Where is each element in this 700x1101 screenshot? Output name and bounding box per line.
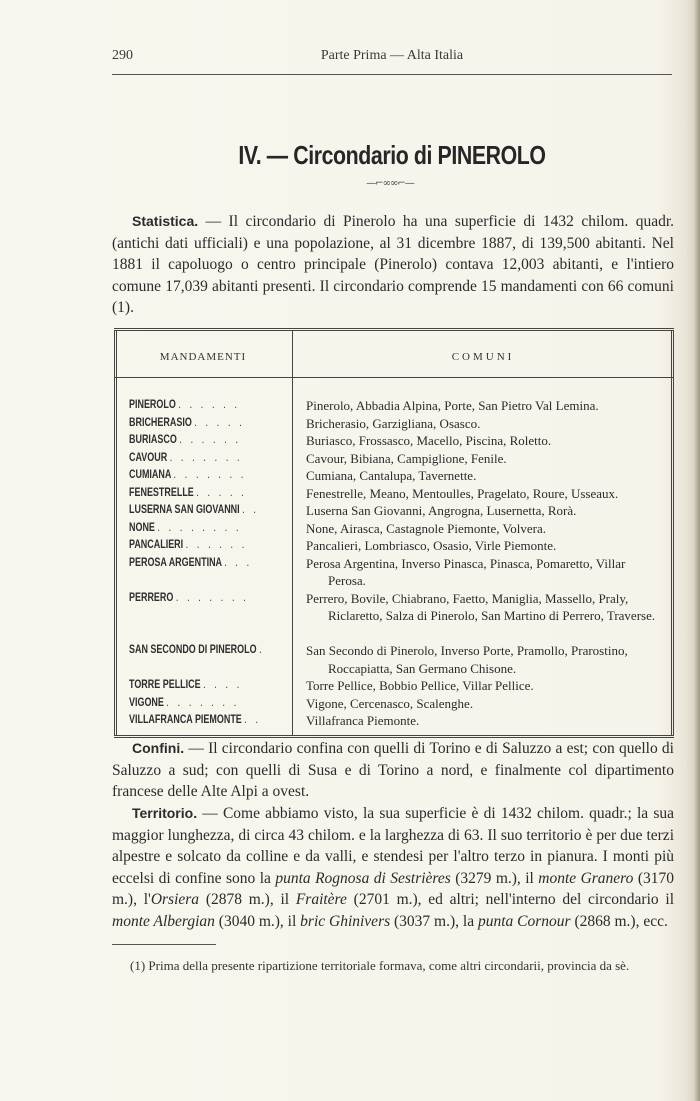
page-edge xyxy=(694,0,700,1101)
mandamento-label: SAN SECONDO DI PINEROLO xyxy=(129,644,257,656)
territorio-text: (2701 m.), ed altri; nell'interno del circondario il xyxy=(346,891,674,908)
comuni-text: San Secondo di Pinerolo, Inverso Porte, Pramollo, Prarostino, xyxy=(306,643,628,658)
comuni-text: Cumiana, Cantalupa, Tavernette. xyxy=(306,468,477,483)
mandamento-label: PANCALIERI xyxy=(129,539,184,551)
running-header xyxy=(112,48,672,68)
header-rule xyxy=(112,74,672,75)
table-column-divider xyxy=(292,331,293,735)
comuni-list xyxy=(306,415,662,433)
comuni-text: Vigone, Cercenasco, Scalenghe. xyxy=(306,695,474,711)
peak-name: monte Granero xyxy=(538,869,634,887)
comuni-list xyxy=(306,555,662,590)
leader-dots: . . xyxy=(244,714,262,726)
mandamento-label: NONE xyxy=(129,521,155,534)
comuni-continuation: Perosa. xyxy=(328,573,366,588)
mandamento-name xyxy=(129,695,254,713)
mandamento-label: PINEROLO xyxy=(129,399,176,411)
running-title: Parte Prima — Alta Italia xyxy=(320,48,464,63)
mandamento-name xyxy=(129,537,254,555)
statistica-text: — Il circondario di Pinerolo ha una superficie di 1432 chilom. quadr. (antichi dati ufficiali) e una popolazione, al 31 dicembre 1887, di 139,500 abitanti. Nel 1881 il capoluogo o centro principale (Pinerolo) contava 12,003 abitanti, e l'intiero comune 17,039 abitanti presenti. Il circondario comprende 15 mandamenti con 66 comuni (1). xyxy=(112,213,674,316)
leader-dots: . . . . . . . . xyxy=(157,521,242,534)
comuni-list xyxy=(306,677,662,695)
leader-dots: . . . . . xyxy=(194,416,245,429)
comuni-text: Perrero, Bovile, Chiabrano, Faetto, Maniglia, Massello, Praly, xyxy=(306,590,629,606)
territorio-lead: Territorio. xyxy=(132,805,198,821)
mandamento-label: FENESTRELLE xyxy=(129,486,194,499)
comuni-text: Luserna San Giovanni, Angrogna, Lusernetta, Rorà. xyxy=(306,503,577,518)
mandamento-label: VIGONE xyxy=(129,696,164,709)
comuni-list xyxy=(306,485,662,503)
mandamento-label: BURIASCO xyxy=(129,434,177,446)
territorio-text: (3040 m.), il xyxy=(214,912,301,930)
mandamento-name xyxy=(129,502,259,520)
comuni-list xyxy=(306,642,662,677)
statistica-lead: Statistica. xyxy=(132,213,199,229)
mandamenti-table xyxy=(114,328,674,738)
column-header-comuni: COMUNI xyxy=(451,351,515,363)
comuni-text: Villafranca Piemonte. xyxy=(306,713,420,728)
mandamento-name xyxy=(129,520,254,538)
mandamento-name xyxy=(129,485,254,503)
comuni-list xyxy=(306,520,662,538)
mandamento-label: CUMIANA xyxy=(129,469,172,481)
leader-dots: . . . . . . . xyxy=(166,696,240,709)
confini-lead: Confini. xyxy=(132,740,185,756)
peak-name: Orsiera xyxy=(150,891,200,908)
mandamento-label: BRICHERASIO xyxy=(129,416,192,429)
territorio-text: (2878 m.), il xyxy=(199,891,296,908)
mandamento-name xyxy=(129,397,254,415)
peak-name: monte Albergian xyxy=(112,912,215,930)
comuni-list xyxy=(306,467,662,485)
comuni-list xyxy=(306,712,662,730)
statistica-paragraph xyxy=(112,211,674,319)
confini-paragraph xyxy=(112,738,674,803)
territorio-text: (3170 m.), l' xyxy=(112,869,674,908)
peak-name: punta Rognosa di Sestrières xyxy=(275,869,451,887)
territorio-text: (3279 m.), il xyxy=(450,869,539,887)
territorio-text: — Come abbiamo visto, la sua superficie è di 1432 chilom. quadr.; la sua maggior lunghezza, di circa 43 chilom. e la larghezza di 63. Il suo territorio è per due terzi alpestre e solcato da colline e da valli, e stendesi per l'altro terzo in pianura. I monti più eccelsi di confine sono la xyxy=(112,805,674,887)
territorio-text: (2868 m.), ecc. xyxy=(570,912,668,930)
comuni-list xyxy=(306,432,662,450)
comuni-list xyxy=(306,590,662,625)
mandamento-name xyxy=(129,590,254,608)
mandamento-label: LUSERNA SAN GIOVANNI xyxy=(129,504,240,516)
footnote: (1) Prima della presente ripartizione territoriale formava, come altri circondarii, provincia da sè. xyxy=(130,958,630,973)
mandamento-label: PERRERO xyxy=(129,591,174,604)
comuni-text: None, Airasca, Castagnole Piemonte, Volvera. xyxy=(306,520,546,536)
column-header-mandamenti: MANDAMENTI xyxy=(159,351,247,363)
comuni-list xyxy=(306,695,662,713)
mandamento-name xyxy=(129,677,254,695)
leader-dots: . . . . . . xyxy=(178,399,241,411)
mandamento-label: CAVOUR xyxy=(129,451,168,464)
footnote-rule xyxy=(112,944,216,945)
leader-dots: . . . . . . . xyxy=(173,469,247,481)
leader-dots: . xyxy=(259,644,265,656)
mandamento-label: PEROSA ARGENTINA xyxy=(129,556,222,569)
table-border-left xyxy=(114,331,117,735)
leader-dots: . . xyxy=(242,504,259,516)
comuni-list xyxy=(306,397,662,415)
territorio-text: (3037 m.), la xyxy=(390,912,478,930)
comuni-text: Fenestrelle, Meano, Mentoulles, Pragelato, Roure, Usseaux. xyxy=(306,485,619,501)
mandamento-label: TORRE PELLICE xyxy=(129,679,201,691)
peak-name: punta Cornour xyxy=(477,912,571,930)
leader-dots: . . . . . . xyxy=(185,539,248,551)
confini-text: — Il circondario confina con quelli di Torino e di Saluzzo a est; con quello di Saluzzo a sud; con quelli di Susa e di Torino a nord, e finalmente col dipartimento francese delle Alte Alpi a ovest. xyxy=(112,740,674,800)
leader-dots: . . . . . . xyxy=(179,434,242,446)
comuni-text: Bricherasio, Garzigliana, Osasco. xyxy=(306,415,481,431)
ornament-divider: —⌐∞∞⌐— xyxy=(366,178,414,189)
comuni-text: Pinerolo, Abbadia Alpina, Porte, San Pietro Val Lemina. xyxy=(306,398,599,413)
table-border-right xyxy=(671,331,674,735)
leader-dots: . . . . . xyxy=(196,486,247,499)
comuni-text: Cavour, Bibiana, Campiglione, Fenile. xyxy=(306,450,507,466)
chapter-title: IV. — Circondario di PINEROLO xyxy=(238,140,546,170)
comuni-text: Torre Pellice, Bobbio Pellice, Villar Pellice. xyxy=(306,678,534,693)
mandamento-name xyxy=(129,712,262,730)
territorio-paragraph xyxy=(112,803,674,932)
comuni-text: Buriasco, Frossasco, Macello, Piscina, Roletto. xyxy=(306,433,552,448)
mandamento-name xyxy=(129,415,254,433)
peak-name: bric Ghinivers xyxy=(300,912,391,930)
mandamento-name xyxy=(129,555,254,573)
comuni-list xyxy=(306,537,662,555)
table-header-rule xyxy=(114,377,674,378)
comuni-list xyxy=(306,502,662,520)
mandamento-label: VILLAFRANCA PIEMONTE xyxy=(129,714,242,726)
page-number: 290 xyxy=(112,48,133,63)
mandamento-name xyxy=(129,642,265,660)
comuni-list xyxy=(306,450,662,468)
comuni-text: Perosa Argentina, Inverso Pinasca, Pinasca, Pomaretto, Villar xyxy=(306,555,626,571)
mandamento-name xyxy=(129,432,254,450)
mandamento-name xyxy=(129,450,254,468)
comuni-continuation: Riclaretto, Salza di Pinerolo, San Martino di Perrero, Traverse. xyxy=(328,608,656,623)
leader-dots: . . . . . . . xyxy=(175,591,249,604)
leader-dots: . . . xyxy=(224,556,253,569)
peak-name: Fraitère xyxy=(295,891,347,908)
comuni-text: Pancalieri, Lombriasco, Osasio, Virle Piemonte. xyxy=(306,538,557,553)
leader-dots: . . . . . . . xyxy=(169,451,243,464)
leader-dots: . . . . xyxy=(203,679,243,691)
mandamento-name xyxy=(129,467,254,485)
comuni-continuation: Roccapiatta, San Germano Chisone. xyxy=(328,660,517,676)
